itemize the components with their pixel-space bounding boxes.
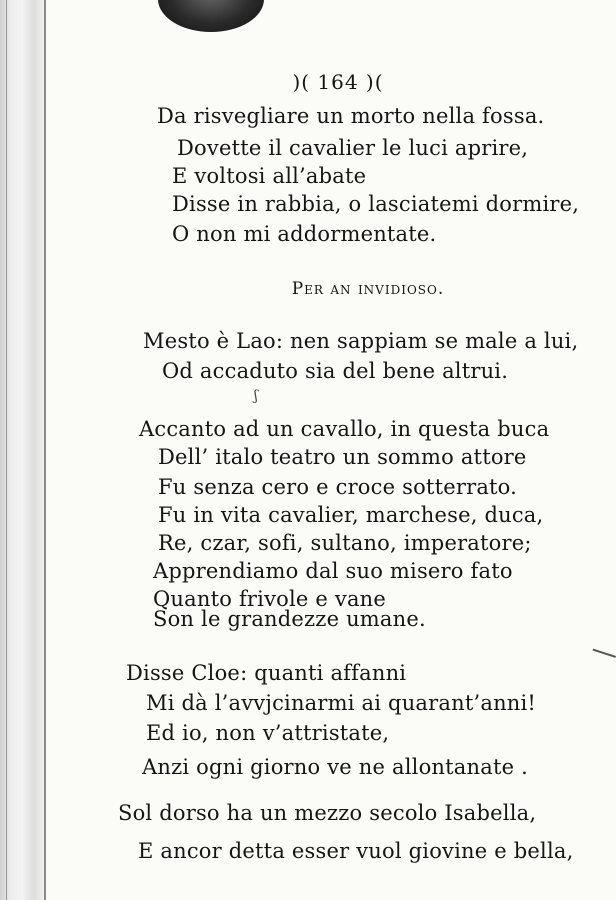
poem-line: Son le grandezze umane. [153,607,426,631]
poem-line: E ancor detta esser vuol giovine e bella, [138,839,574,863]
poem-line: Quanto frivole e vane [153,587,387,611]
page-number: )( 164 )( [292,70,384,94]
poem-line: Dell’ italo teatro un sommo attore [158,445,527,469]
binding-edge [44,0,46,900]
poem-line: Mesto è Lao: nen sappiam se male a lui, [143,329,579,353]
poem-line: Accanto ad un cavallo, in questa buca [139,417,550,441]
poem-line: Mi dà l’avvjcinarmi ai quarant’anni! [146,691,537,715]
poem-line: Da risvegliare un morto nella fossa. [157,104,545,128]
poem-line: Re, czar, sofi, sultano, imperatore; [158,531,532,555]
poem-line: Sol dorso ha un mezzo secolo Isabella, [118,801,537,825]
poem-line: Disse Cloe: quanti affanni [126,661,407,685]
poem-line: Fu senza cero e croce sotterrato. [158,475,518,499]
poem-line: Dovette il cavalier le luci aprire, [177,136,529,160]
poem-line: O non mi addormentate. [172,222,437,246]
page-clip-shadow [158,0,264,32]
section-heading: Per an invidioso. [291,279,445,299]
poem-line: Disse in rabbia, o lasciatemi dormire, [172,192,580,216]
poem-line: Od accaduto sia del bene altrui. [162,359,509,383]
poem-line: E voltosi all’abate [172,164,367,188]
binding-line [6,0,7,900]
stray-ink-mark: ʃ [254,388,258,404]
poem-line: Anzi ogni giorno ve ne allontanate . [142,755,528,779]
poem-line: Fu in vita cavalier, marchese, duca, [158,503,544,527]
page-edge-mark [588,649,616,672]
poem-line: Ed io, non v’attristate, [146,721,390,745]
poem-line: Apprendiamo dal suo misero fato [153,559,513,583]
